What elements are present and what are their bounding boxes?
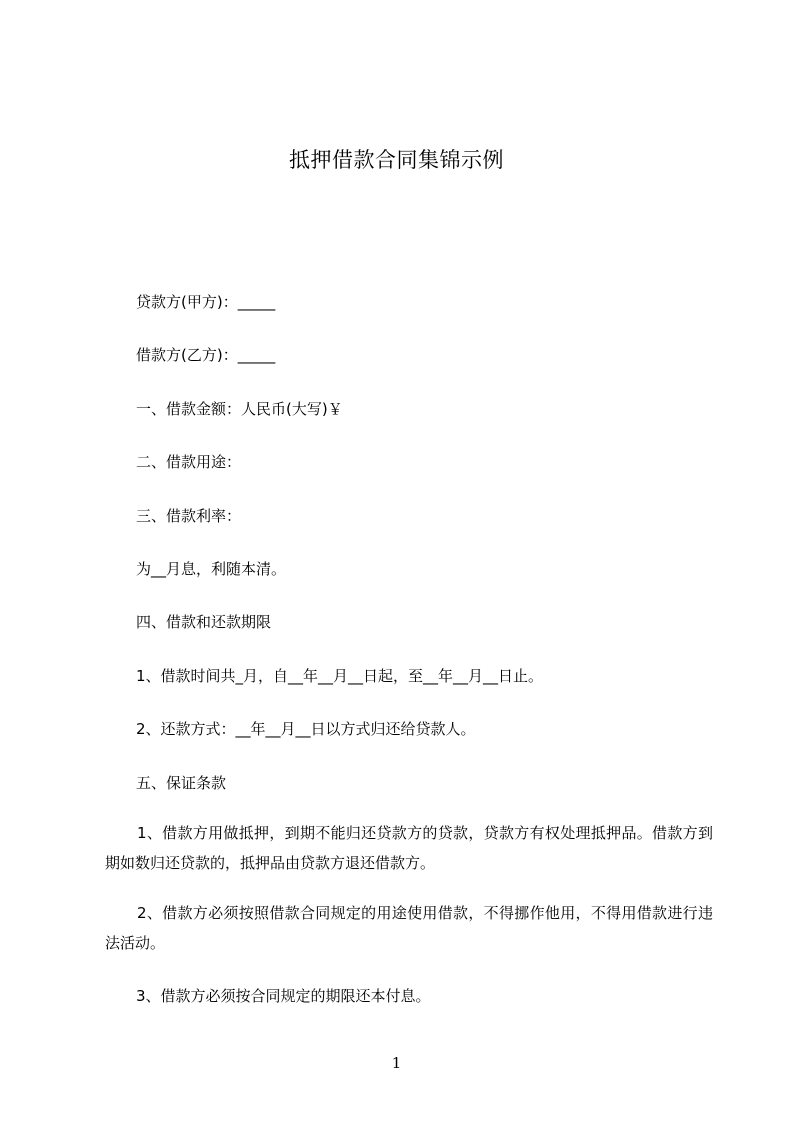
page-number: 1 [391,1054,402,1072]
repayment-method-line: 2、还款方式：__年__月__日以方式归还给贷款人。 [136,720,476,738]
lender-line: 贷款方(甲方)：_____ [136,293,276,311]
loan-purpose-line: 二、借款用途： [136,453,242,471]
interest-detail-line: 为__月息，利随本清。 [136,560,287,578]
guarantee-heading: 五、保证条款 [136,774,227,792]
interest-rate-line: 三、借款利率： [136,507,242,525]
guarantee-clause-3: 3、借款方必须按合同规定的期限还本付息。 [136,987,431,1005]
term-period-line: 1、借款时间共_月，自__年__月__日起，至__年__月__日止。 [136,667,544,685]
document-title: 抵押借款合同集锦示例 [289,148,504,172]
guarantee-clause-1: 1、借款方用做抵押，到期不能归还贷款方的贷款，贷款方有权处理抵押品。借款方到期如数归还贷款的，抵押品由贷款方退还借款方。 [105,824,713,872]
borrower-line: 借款方(乙方)：_____ [136,346,276,364]
guarantee-clause-2: 2、借款方必须按照借款合同规定的用途使用借款，不得挪作他用，不得用借款进行违法活动。 [105,904,713,952]
loan-amount-line: 一、借款金额：人民币(大写)￥ [136,400,343,418]
term-heading: 四、借款和还款期限 [136,613,272,631]
